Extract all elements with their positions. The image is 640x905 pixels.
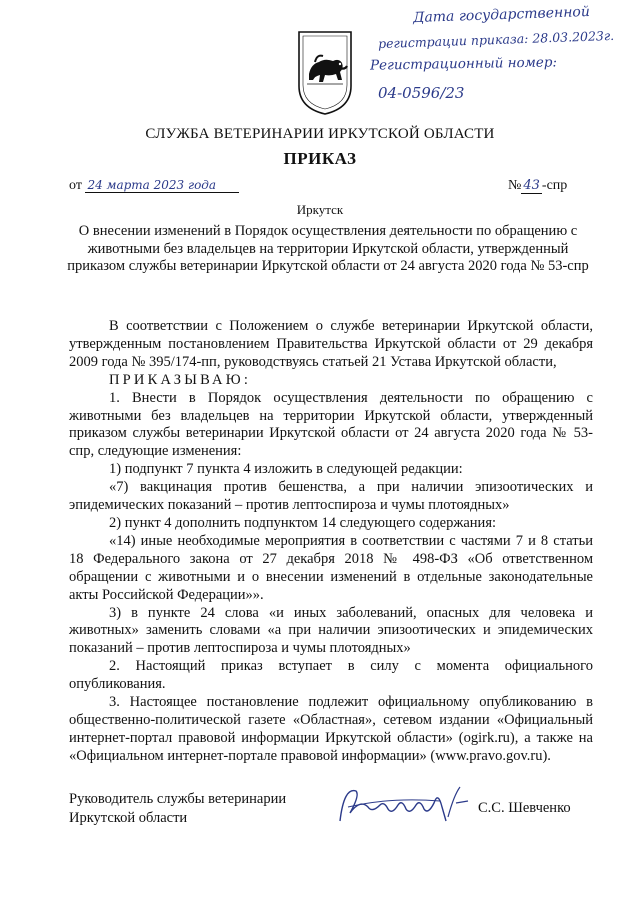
- signatory-name: С.С. Шевченко: [478, 800, 571, 816]
- city: Иркутск: [296, 202, 344, 217]
- item-1-sub-2: 2) пункт 4 дополнить подпунктом 14 следующего содержания:: [109, 514, 497, 531]
- signatory-position-line-2: Иркутской области: [69, 810, 188, 826]
- item-1-sub-2-text: «14) иные необходимые мероприятия в соответствии с частями 7 и 8 статьи 18 Федерального закона от 27 декабря 2018 № 498-ФЗ «Об ответственном обращении с животными и о внесении изменений в отдельные законодательные акты Российской Федерации»».: [69, 532, 593, 603]
- date-prefix: от: [69, 178, 82, 193]
- preamble-paragraph: В соответствии с Положением о службе ветеринарии Иркутской области, утвержденным постановлением Правительства Иркутской области от 29 декабря 2009 года № 395/174-пп, руководствуясь статьей 21 Устава Иркутской области,: [69, 318, 593, 370]
- date-line: [69, 178, 239, 194]
- document-type: ПРИКАЗ: [283, 149, 357, 168]
- agency-name: СЛУЖБА ВЕТЕРИНАРИИ ИРКУТСКОЙ ОБЛАСТИ: [145, 126, 495, 142]
- item-3: 3. Настоящее постановление подлежит официальному опубликованию в общественно-политической газете «Областная», сетевом издании «Официальный интернет-портал правовой информации Иркутской области» (ogirk.ru), а также на «Официальном интернет-портале правовой информации» (www.pravo.gov.ru).: [69, 694, 593, 764]
- handwritten-registration-date: Дата государственной: [412, 3, 591, 27]
- handwritten-signature: [330, 777, 480, 833]
- number-suffix: -спр: [541, 178, 568, 193]
- handwritten-date: 24 марта 2023 года: [85, 178, 239, 193]
- number-line: [508, 178, 567, 194]
- handwritten-registration-number: 04-0596/23: [378, 84, 465, 102]
- coat-of-arms-emblem: [295, 28, 355, 116]
- item-1-sub-1: 1) подпункт 7 пункта 4 изложить в следующей редакции:: [109, 461, 463, 478]
- signatory-position: [69, 790, 286, 828]
- signatory-position-line-1: Руководитель службы ветеринарии: [69, 791, 287, 807]
- order-word: ПРИКАЗЫВАЮ:: [109, 371, 252, 388]
- item-1: 1. Внести в Порядок осуществления деятельности по обращению с животными без владельцев на территории Иркутской области, утвержденный приказом службы ветеринарии Иркутской области от 24 августа 2020 года № 53-спр, следующие изменения:: [69, 389, 593, 460]
- item-1-sub-1-text: «7) вакцинация против бешенства, а при наличии эпизоотических и эпидемических показаний – против лептоспироза и чумы плотоядных»: [69, 479, 593, 514]
- handwritten-registration-order: регистрации приказа: 28.03.2023г.: [377, 27, 615, 52]
- document-title: О внесении изменений в Порядок осуществления деятельности по обращению с животными без владельцев на территории Иркутской области, утвержденный приказом службы ветеринарии Иркутской области от 24 августа 2020 года № 53-спр: [67, 223, 589, 275]
- item-1-sub-3: 3) в пункте 24 слова «и иных заболеваний, опасных для человека и животных» заменить словами «а при наличии эпизоотических и эпидемических показаний – против лептоспироза и чумы плотоядных»: [69, 604, 593, 657]
- handwritten-registration-number-label: Регистрационный номер:: [369, 54, 558, 74]
- document-body: [69, 318, 593, 766]
- handwritten-number: 43: [523, 178, 540, 193]
- number-prefix: №: [508, 178, 522, 193]
- item-2: 2. Настоящий приказ вступает в силу с момента официального опубликования.: [69, 658, 593, 693]
